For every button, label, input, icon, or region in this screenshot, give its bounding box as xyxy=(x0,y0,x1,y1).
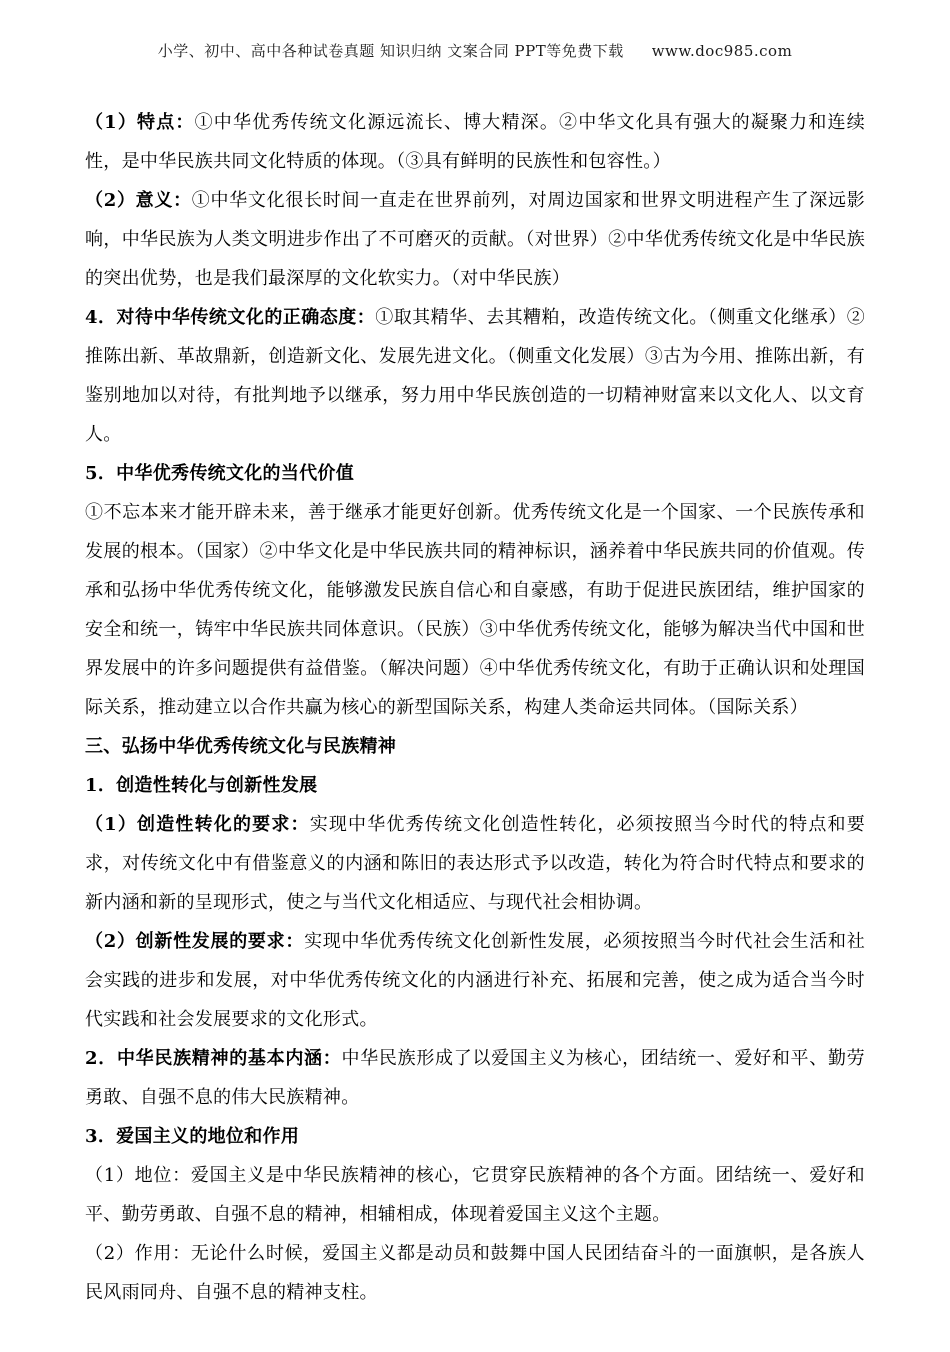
paragraph-run-bold: （1）创造性转化的要求： xyxy=(85,814,310,835)
paragraph xyxy=(85,298,865,454)
paragraph xyxy=(85,766,865,805)
paragraph-run: （1）地位：爱国主义是中华民族精神的核心，它贯穿民族精神的各个方面。团结统一、爱好和平、勤劳勇敢、自强不息的精神，相辅相成，体现着爱国主义这个主题。 xyxy=(85,1165,865,1225)
paragraph-run: ①取其精华、去其糟粕，改造传统文化。（侧重文化继承）②推陈出新、革故鼎新，创造新文化、发展先进文化。（侧重文化发展）③古为今用、推陈出新，有鉴别地加以对待，有批判地予以继承，努力用中华民族创造的一切精神财富来以文化人、以文育人。 xyxy=(85,307,865,445)
paragraph-run-bold: 2．中华民族精神的基本内涵： xyxy=(85,1048,342,1069)
paragraph-run: 实现中华优秀传统文化创造性转化，必须按照当今时代的特点和要求，对传统文化中有借鉴意义的内涵和陈旧的表达形式予以改造，转化为符合时代特点和要求的新内涵和新的呈现形式，使之与当代文化相适应、与现代社会相协调。 xyxy=(85,814,866,913)
page-header xyxy=(0,0,950,61)
paragraph xyxy=(85,805,865,922)
paragraph-run-bold: 4．对待中华传统文化的正确态度： xyxy=(85,307,376,328)
paragraph-run: 中华民族形成了以爱国主义为核心，团结统一、爱好和平、勤劳勇敢、自强不息的伟大民族精神。 xyxy=(85,1048,865,1108)
paragraph xyxy=(85,103,865,181)
paragraph-run-bold: 3．爱国主义的地位和作用 xyxy=(85,1126,300,1147)
paragraph-run: ①中华优秀传统文化源远流长、博大精深。②中华文化具有强大的凝聚力和连续性，是中华民族共同文化特质的体现。（③具有鲜明的民族性和包容性。） xyxy=(85,112,866,172)
paragraph-run-bold: 5．中华优秀传统文化的当代价值 xyxy=(85,463,355,484)
paragraph-run-bold: 1．创造性转化与创新性发展 xyxy=(85,775,318,796)
paragraph xyxy=(85,1234,865,1312)
paragraph-run-bold: （1）特点： xyxy=(85,112,195,133)
paragraph xyxy=(85,454,865,493)
header-tagline: 小学、初中、高中各种试卷真题 知识归纳 文案合同 PPT等免费下载 xyxy=(157,42,624,60)
paragraph xyxy=(85,493,865,727)
paragraph-run: ①不忘本来才能开辟未来，善于继承才能更好创新。优秀传统文化是一个国家、一个民族传承和发展的根本。（国家）②中华文化是中华民族共同的精神标识，涵养着中华民族共同的价值观。传承和弘扬中华优秀传统文化，能够激发民族自信心和自豪感，有助于促进民族团结，维护国家的安全和统一，铸牢中华民族共同体意识。（民族）③中华优秀传统文化，能够为解决当代中国和世界发展中的许多问题提供有益借鉴。（解决问题）④中华优秀传统文化，有助于正确认识和处理国际关系，推动建立以合作共赢为核心的新型国际关系，构建人类命运共同体。（国际关系） xyxy=(85,502,865,718)
paragraph-run: （2）作用：无论什么时候，爱国主义都是动员和鼓舞中国人民团结奋斗的一面旗帜，是各族人民风雨同舟、自强不息的精神支柱。 xyxy=(85,1243,865,1303)
document-body xyxy=(0,61,950,1352)
paragraph xyxy=(85,181,865,298)
paragraph-run-bold: 三、弘扬中华优秀传统文化与民族精神 xyxy=(85,736,397,757)
paragraph xyxy=(85,727,865,766)
paragraph-run: 实现中华优秀传统文化创新性发展，必须按照当今时代社会生活和社会实践的进步和发展，对中华优秀传统文化的内涵进行补充、拓展和完善，使之成为适合当今时代实践和社会发展要求的文化形式。 xyxy=(85,931,865,1030)
paragraph xyxy=(85,922,865,1039)
paragraph-run-bold: （2）创新性发展的要求： xyxy=(85,931,305,952)
paragraph-run: ①中华文化很长时间一直走在世界前列，对周边国家和世界文明进程产生了深远影响，中华民族为人类文明进步作出了不可磨灭的贡献。（对世界）②中华优秀传统文化是中华民族的突出优势，也是我们最深厚的文化软实力。（对中华民族） xyxy=(85,190,865,289)
paragraph xyxy=(85,1156,865,1234)
paragraph xyxy=(85,1117,865,1156)
paragraph xyxy=(85,1039,865,1117)
paragraph-run-bold: （2）意义： xyxy=(85,190,192,211)
header-site-url: www.doc985.com xyxy=(651,42,793,60)
